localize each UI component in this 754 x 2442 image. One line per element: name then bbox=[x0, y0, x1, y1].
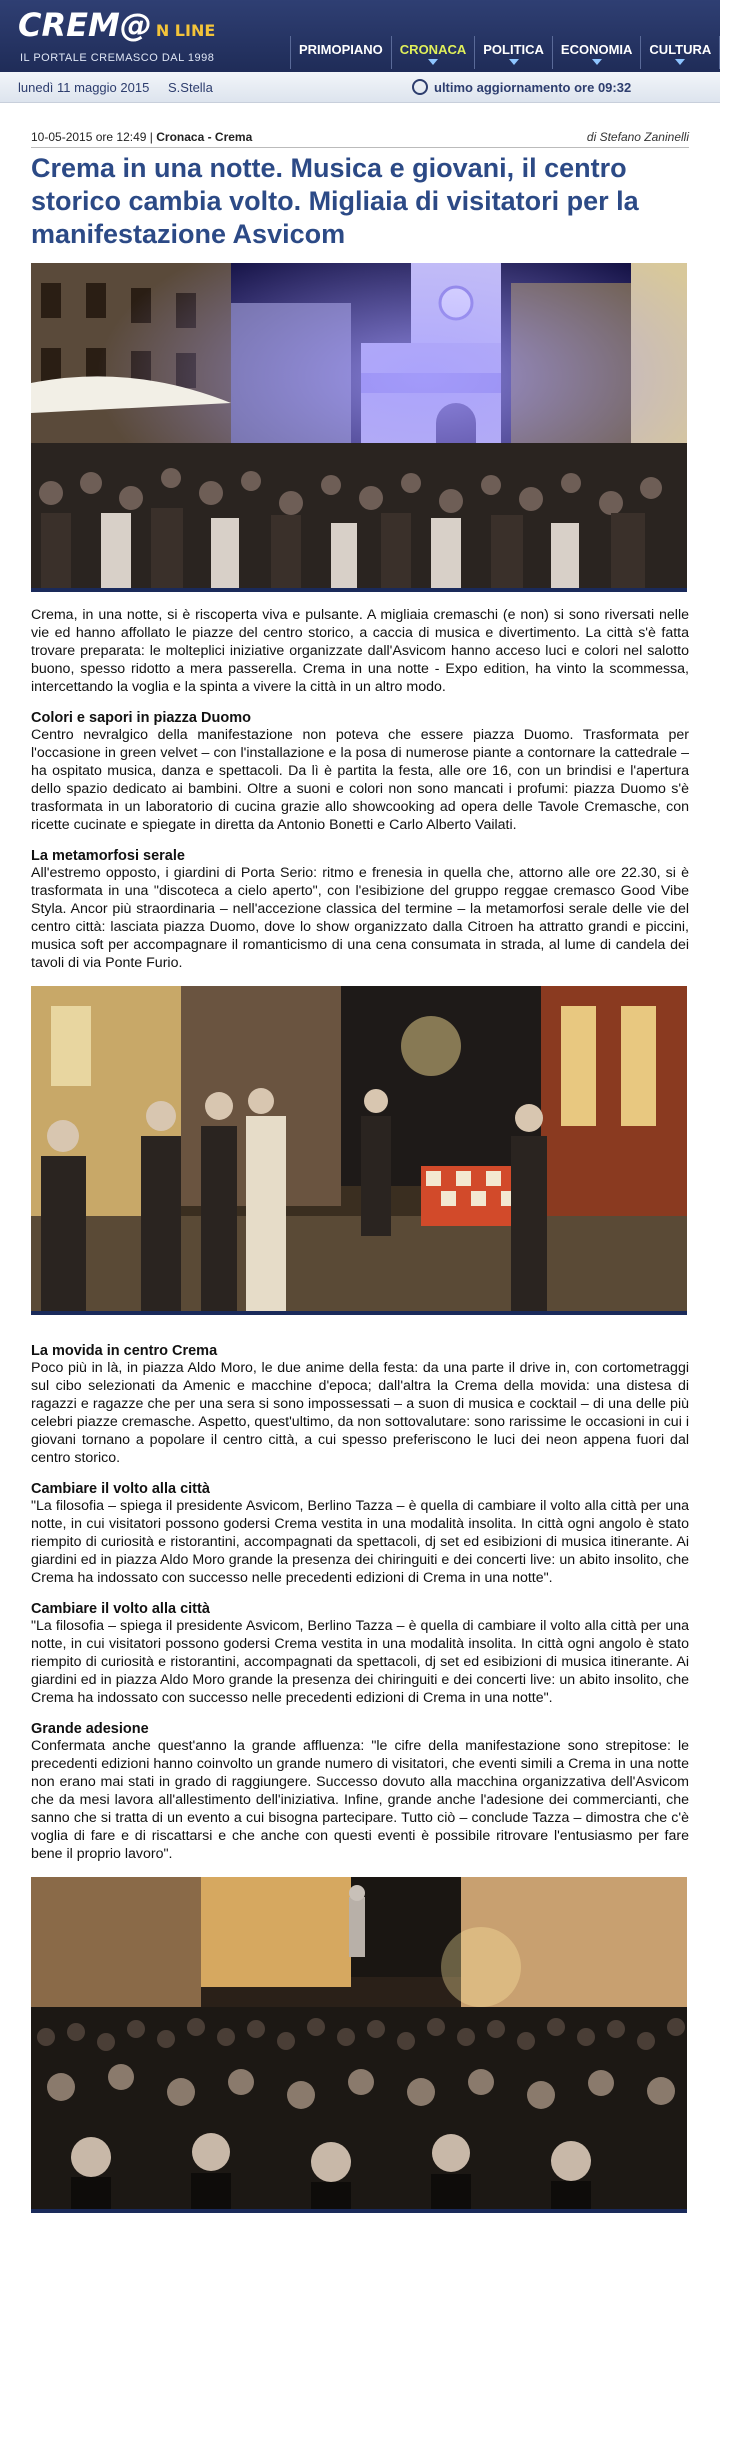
photo-piazza-aldo-moro bbox=[31, 1877, 687, 2213]
section-title: Grande adesione bbox=[31, 1721, 149, 1737]
photo-piazza-duomo bbox=[31, 263, 687, 592]
article-category[interactable]: Cronaca - Crema bbox=[156, 130, 253, 144]
section-title: La movida in centro Crema bbox=[31, 1343, 218, 1359]
chevron-down-icon bbox=[428, 59, 438, 65]
section-text: Centro nevralgico della manifestazione non poteva che essere piazza Duomo. Trasformata per l'occasione in green velvet – con l'installazione e la posa di numerose piante a contornare la cattedrale – ha ospitato musica, danza e spettacoli. Da lì è partita la festa, alle ore 16, con un brindisi e l'apertura dello spazio dedicato ai bambini. Oltre a suoni e colori non sono mancati i profumi: piazza Duomo s'è trasformata in un laboratorio di cucina grazie allo showcooking ad opera delle Tavole Cremasche, con ricette cucinate e spiegate in diretta da Antonio Bonetti e Carlo Alberto Vailati. bbox=[31, 727, 689, 833]
section-text: "La filosofia – spiega il presidente Asvicom, Berlino Tazza – è quella di cambiare il volto alla città per una notte, in cui visitatori possono godersi Crema vestita in una modalità insolita. In città ogni angolo è stato riempito di curiosità e ristorantini, accompagnati da spettacoli, dj set ed esibizioni di musica itinerante. Ai giardini ed in piazza Aldo Moro grande la presenza dei chiringuiti e dei concerti live: un abito insolito, che Crema ha indossato con successo nelle precedenti edizioni di Crema in una notte". bbox=[31, 1618, 689, 1706]
section-title: Colori e sapori in piazza Duomo bbox=[31, 710, 251, 726]
site-tagline: IL PORTALE CREMASCO DAL 1998 bbox=[20, 52, 215, 64]
site-header bbox=[0, 0, 746, 72]
logo-online: N LINE bbox=[155, 21, 216, 40]
section-title: Cambiare il volto alla città bbox=[31, 1481, 210, 1497]
logo-main: CREM@ bbox=[18, 6, 152, 44]
site-logo[interactable] bbox=[18, 6, 215, 44]
last-update: ultimo aggiornamento ore 09:32 bbox=[412, 79, 631, 95]
section-text: Confermata anche quest'anno la grande affluenza: "le cifre della manifestazione sono strepitose: le precedenti edizioni hanno coinvolto un grande numero di visitatori, che eventi simili a Crema in una notte non erano mai stati in grado di raggiungere. Successo dovuto alla macchina organizzativa dell'Asvicom che da mesi lavora all'allestimento dell'iniziativa. Infine, grande anche l'adesione dei commercianti, che sanno che si tratta di un evento a cui bisogna partecipare. Tutto ciò – conclude Tazza – dimostra che c'è voglia di fare e di riscattarsi e che anche con questi eventi è possibile ritrovare l'entusiasmo per fare bene il proprio lavoro". bbox=[31, 1738, 689, 1862]
article-title: Crema in una notte. Musica e giovani, il centro storico cambia volto. Migliaia di visitatori per la manifestazione Asvicom bbox=[31, 153, 639, 249]
nav-item-cultura[interactable]: CULTURA bbox=[640, 36, 719, 69]
photo-street-dinner bbox=[31, 986, 687, 1315]
chevron-down-icon bbox=[592, 59, 602, 65]
clock-icon bbox=[412, 79, 428, 95]
section-text: "La filosofia – spiega il presidente Asvicom, Berlino Tazza – è quella di cambiare il volto alla città per una notte, in cui visitatori possono godersi Crema vestita in una modalità insolita. In città ogni angolo è stato riempito di curiosità e ristorantini, accompagnati da spettacoli, dj set ed esibizioni di musica itinerante. Ai giardini ed in piazza Aldo Moro grande la presenza dei chiringuiti e dei concerti live: un abito insolito, che Crema ha indossato con successo nelle precedenti edizioni di Crema in una notte". bbox=[31, 1498, 689, 1586]
main-nav bbox=[290, 36, 754, 69]
section-text: All'estremo opposto, i giardini di Porta Serio: ritmo e frenesia in quella che, attorno alle ore 22.30, si è trasformata in una "discoteca a cielo aperto", con l'esibizione del gruppo reggae cremasco Good Vibe Styla. Ancor più straordinaria – nell'accezione classica del termine – la metamorfosi serale delle vie del centro città: lasciata piazza Duomo, dove lo show organizzato dalla Citroen ha attratto grandi e piccini, musica soft per accompagnare il romanticismo di una cena consumata in strada, al lume di candela dei tavoli di via Ponte Furio. bbox=[31, 865, 689, 971]
current-date: lunedì 11 maggio 2015 bbox=[18, 80, 150, 95]
article-author: di Stefano Zaninelli bbox=[586, 130, 689, 144]
section-text: Poco più in là, in piazza Aldo Moro, le due anime della festa: da una parte il drive in, con cortometraggi sul cibo selezionati da Amenic e macchine d'epoca; dall'altra la Crema della movida: una distesa di ragazzi e ragazze che per una sera si sono impossessati – a suon di musica e cocktail – di una delle più celebri piazze cremasche. Aspetto, quest'ultimo, da non sottovalutare: sono rarissime le occasioni in cui i giovani tornano a popolare il centro città, a cui spesso preferiscono le luci dei neon appena fuori dal centro storico. bbox=[31, 1360, 689, 1466]
nav-item-primopiano[interactable]: PRIMOPIANO bbox=[290, 36, 391, 69]
saint-of-day: S.Stella bbox=[168, 80, 213, 95]
article-timestamp: 10-05-2015 ore 12:49 bbox=[31, 130, 147, 144]
nav-item-sport[interactable]: SP bbox=[719, 36, 753, 69]
nav-item-economia[interactable]: ECONOMIA bbox=[552, 36, 641, 69]
section-title: Cambiare il volto alla città bbox=[31, 1601, 210, 1617]
chevron-down-icon bbox=[509, 59, 519, 65]
article bbox=[31, 130, 689, 2213]
nav-item-cronaca[interactable]: CRONACA bbox=[391, 36, 474, 69]
nav-item-politica[interactable]: POLITICA bbox=[474, 36, 552, 69]
article-meta: 10-05-2015 ore 12:49 | Cronaca - Crema di Stefano Zaninelli bbox=[31, 130, 689, 148]
section-title: La metamorfosi serale bbox=[31, 848, 185, 864]
article-intro: Crema, in una notte, si è riscoperta viva e pulsante. A migliaia cremaschi (e non) si sono riversati nelle vie ed hanno affollato le piazze del centro storico, a caccia di musica e divertimento. La città s'è fatta trovare preparata: le molteplici iniziative organizzate dall'Asvicom hanno acceso luci e colori nel salotto buono, spesso ridotto a mera passerella. Crema in una notte - Expo edition, ha vinto la scommessa, intercettando la voglia e la spinta a vivere la città in un altro modo. bbox=[31, 607, 689, 695]
info-bar bbox=[0, 72, 720, 103]
chevron-down-icon bbox=[675, 59, 685, 65]
